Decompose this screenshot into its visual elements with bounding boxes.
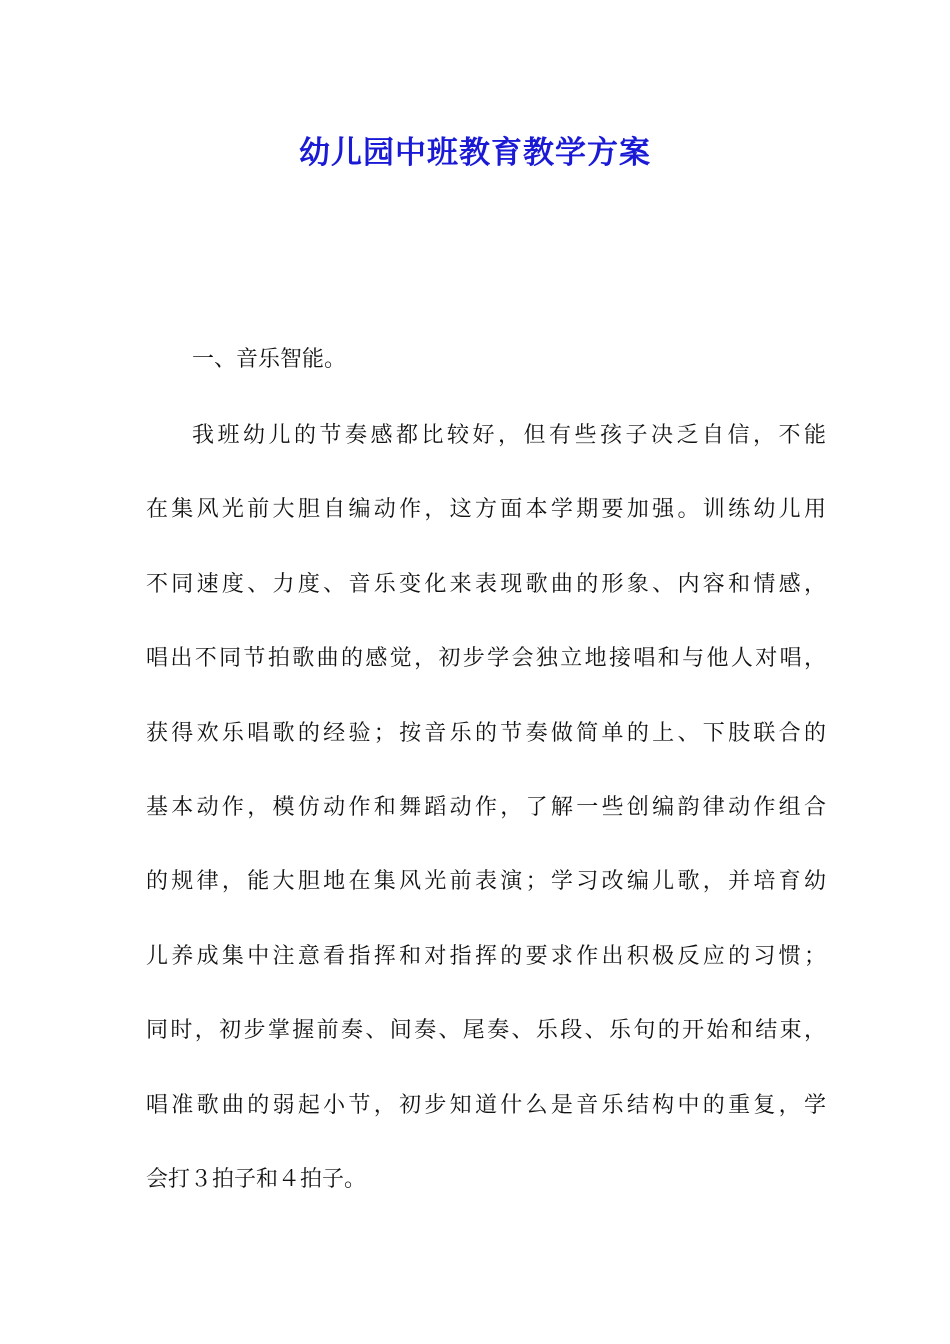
section-heading: 一、音乐智能。 — [192, 347, 347, 372]
paragraph-line: 我班幼儿的节奏感都比较好，但有些孩子决乏自信，不能 — [192, 423, 826, 448]
body-paragraph — [146, 416, 826, 1234]
paragraph-line: 获得欢乐唱歌的经验；按音乐的节奏做简单的上、下肢联合的 — [146, 720, 826, 746]
paragraph-line: 唱出不同节拍歌曲的感觉，初步学会独立地接唱和与他人对唱， — [146, 646, 826, 672]
paragraph-line: 同时，初步掌握前奏、间奏、尾奏、乐段、乐句的开始和结束， — [146, 1018, 826, 1044]
paragraph-line: 在集风光前大胆自编动作，这方面本学期要加强。训练幼儿用 — [146, 497, 826, 523]
paragraph-line: 基本动作，模仿动作和舞蹈动作，了解一些创编韵律动作组合 — [146, 794, 826, 820]
paragraph-line: 会打３拍子和４拍子。 — [146, 1166, 367, 1192]
document-title: 幼儿园中班教育教学方案 — [299, 135, 651, 171]
paragraph-line: 不同速度、力度、音乐变化来表现歌曲的形象、内容和情感， — [146, 571, 826, 597]
paragraph-line: 儿养成集中注意看指挥和对指挥的要求作出积极反应的习惯； — [146, 943, 826, 969]
paragraph-line: 的规律，能大胆地在集风光前表演；学习改编儿歌，并培育幼 — [146, 869, 826, 895]
paragraph-line: 唱准歌曲的弱起小节，初步知道什么是音乐结构中的重复，学 — [146, 1092, 826, 1118]
